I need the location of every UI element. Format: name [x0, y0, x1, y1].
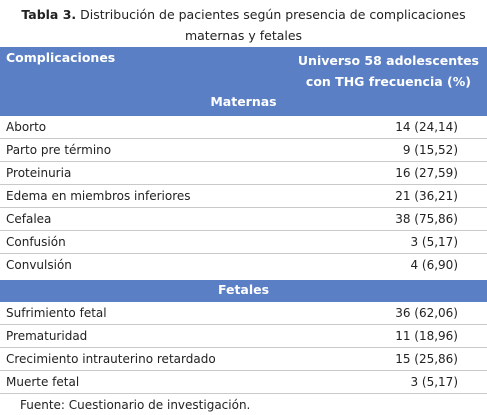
- cell-frequency: 14 (24,14): [395, 120, 458, 134]
- cell-frequency: 15 (25,86): [395, 352, 458, 366]
- table-row: [0, 254, 487, 277]
- cell-frequency: 3 (5,17): [410, 375, 458, 389]
- caption-title: Distribución de pacientes según presencia de complicaciones: [80, 7, 466, 22]
- group-header-fetales: Fetales: [0, 280, 487, 302]
- table-row: [0, 348, 487, 371]
- table-row: [0, 231, 487, 254]
- cell-frequency: 38 (75,86): [395, 212, 458, 226]
- cell-frequency: 16 (27,59): [395, 166, 458, 180]
- cell-frequency: 3 (5,17): [410, 235, 458, 249]
- table-row: [0, 325, 487, 348]
- cell-complication: Muerte fetal: [6, 375, 80, 389]
- caption-line-2: maternas y fetales: [184, 28, 303, 43]
- cell-frequency: 36 (62,06): [395, 306, 458, 320]
- cell-complication: Convulsión: [6, 258, 72, 272]
- table-row: [0, 208, 487, 231]
- cell-complication: Proteinuria: [6, 166, 72, 180]
- caption-label: Tabla 3.: [21, 7, 77, 22]
- table-header: [0, 47, 487, 116]
- cell-complication: Prematuridad: [6, 329, 88, 343]
- table-caption: [0, 4, 487, 46]
- cell-frequency: 9 (15,52): [402, 143, 458, 157]
- header-frequency-line-1: Universo 58 adolescentes: [297, 53, 479, 68]
- table-row: [0, 139, 487, 162]
- table-row: [0, 116, 487, 139]
- cell-complication: Cefalea: [6, 212, 52, 226]
- header-frequency-line-2: con THG frecuencia (%): [305, 74, 471, 89]
- group-header-maternas: Maternas: [210, 94, 277, 109]
- cell-frequency: 21 (36,21): [395, 189, 458, 203]
- header-complicaciones: Complicaciones: [6, 50, 116, 65]
- cell-complication: Crecimiento intrauterino retardado: [6, 352, 216, 366]
- header-frequency: [298, 50, 479, 92]
- cell-complication: Aborto: [6, 120, 47, 134]
- cell-complication: Parto pre término: [6, 143, 112, 157]
- cell-complication: Confusión: [6, 235, 66, 249]
- caption-line-1: [0, 4, 487, 25]
- cell-complication: Sufrimiento fetal: [6, 306, 107, 320]
- cell-complication: Edema en miembros inferiores: [6, 189, 191, 203]
- table-row: [0, 185, 487, 208]
- table-source-note: Fuente: Cuestionario de investigación.: [20, 398, 251, 412]
- cell-frequency: 4 (6,90): [410, 258, 458, 272]
- table-row: [0, 371, 487, 394]
- cell-frequency: 11 (18,96): [395, 329, 458, 343]
- table-row: [0, 162, 487, 185]
- table-row: [0, 302, 487, 325]
